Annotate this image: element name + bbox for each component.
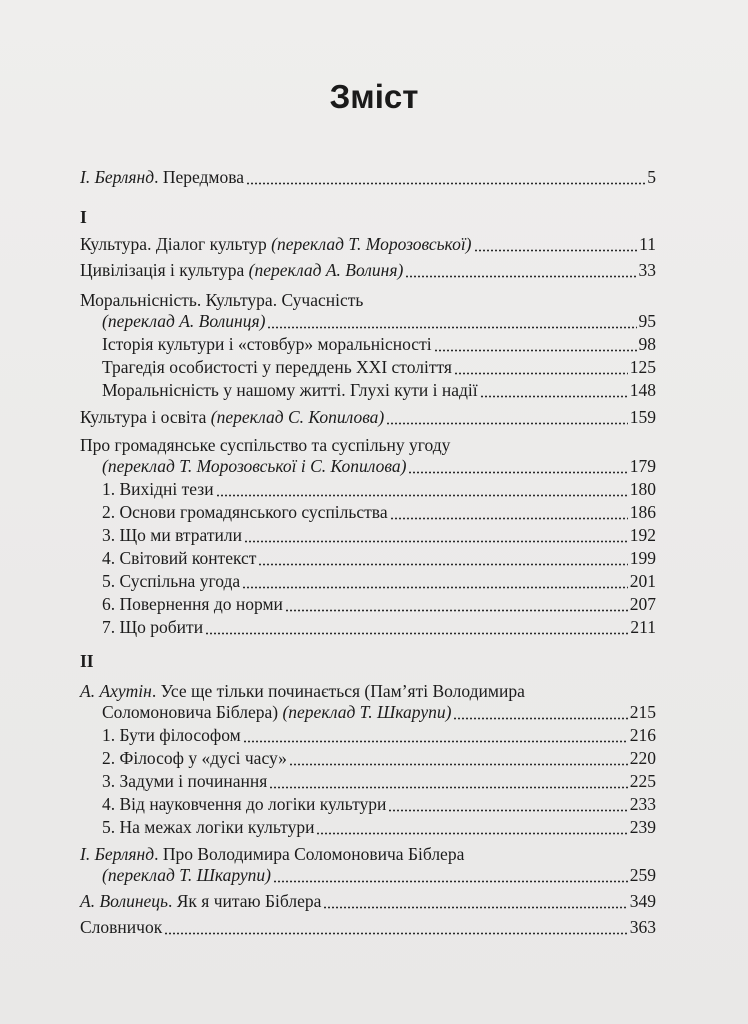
page-number: 220 [629,748,656,768]
leader-dots [405,259,636,281]
page-number: 98 [638,334,656,354]
entry-title: Історія культури і «стовбур» моральнісності [102,334,432,354]
entry-title: Цивілізація і культура [80,260,249,280]
entry-translator: (переклад Т. Морозовської) [271,234,472,254]
leader-dots [258,547,627,569]
entry-title: 1. Бути філософом [102,725,241,745]
leader-dots [205,616,628,638]
toc-subentry[interactable] [102,747,656,769]
leader-dots [216,478,628,500]
leader-dots [323,890,627,912]
toc-entry[interactable] [102,455,656,477]
toc-subentry[interactable] [102,356,656,378]
toc-entry-foreword[interactable] [80,166,656,188]
entry-title: 5. На межах логіки культури [102,817,315,837]
section-heading-two: II [80,651,94,671]
leader-dots [267,310,636,332]
entry-title: 5. Суспільна угода [102,571,241,591]
leader-dots [244,524,628,546]
entry-translator: (переклад Т. Морозовської і С. Копилова) [102,456,407,476]
entry-title: Трагедія особистості у переддень XXI століття [102,357,452,377]
toc-subentry[interactable] [102,724,656,746]
page-number: 201 [629,571,656,591]
entry-author: І. Берлянд [80,844,155,864]
page-number: 179 [629,456,656,476]
page-number: 233 [629,794,656,814]
toc-subentry[interactable] [102,816,656,838]
section-heading-one: I [80,207,87,227]
leader-dots [453,701,627,723]
leader-dots [388,793,627,815]
toc-subentry[interactable] [102,793,656,815]
leader-dots [454,356,628,378]
entry-title: Моральнісність у нашому житті. Глухі кути і надії [102,380,478,400]
entry-title: Культура. Діалог культур [80,234,272,254]
entry-title: 7. Що робити [102,617,204,637]
entry-title[interactable]: Моральнісність. Культура. Сучасність [80,290,364,310]
page-number: 180 [629,479,656,499]
toc-entry[interactable] [80,259,656,281]
entry-title: 3. Що ми втратили [102,525,242,545]
entry-title: 2. Філософ у «дусі часу» [102,748,287,768]
toc-subentry[interactable] [102,478,656,500]
entry-title[interactable]: Про громадянське суспільство та суспільну угоду [80,435,451,455]
entry-title: 4. Від науковчення до логіки культури [102,794,387,814]
page-number: 199 [629,548,656,568]
entry-title: Соломоновича Біблера) [102,702,283,722]
toc-subentry[interactable] [102,770,656,792]
leader-dots [246,166,645,188]
entry-author: А. Ахутін [80,681,152,701]
page-number: 239 [629,817,656,837]
leader-dots [316,816,627,838]
entry-translator: (переклад С. Копилова) [210,407,385,427]
toc-entry[interactable] [102,864,656,886]
page-number: 186 [629,502,656,522]
toc-subentry[interactable] [102,333,656,355]
entry-author: І. Берлянд [80,167,155,187]
page-number: 349 [629,891,656,911]
page-number: 363 [629,917,656,937]
leader-dots [269,770,627,792]
entry-title: . Передмова [154,167,245,187]
toc-subentry[interactable] [102,593,656,615]
entry-title: . Як я читаю Біблера [168,891,322,911]
toc-subentry[interactable] [102,501,656,523]
toc-subentry[interactable] [102,547,656,569]
entry-translator: (переклад А. Волиня) [248,260,404,280]
page-number: 11 [639,234,656,254]
page-number: 125 [629,357,656,377]
entry-title: . Усе ще тільки починається (Пам’яті Володимира [151,681,525,701]
leader-dots [242,570,628,592]
entry-author: А. Волинець [80,891,168,911]
page-number: 148 [629,380,656,400]
page-title: Зміст [329,78,419,115]
leader-dots [386,406,627,428]
leader-dots [273,864,628,886]
entry-title-line[interactable] [80,680,525,702]
leader-dots [474,233,638,255]
page-number: 215 [629,702,656,722]
leader-dots [390,501,628,523]
toc-subentry[interactable] [102,616,656,638]
page-number: 95 [638,311,656,331]
entry-translator: (переклад Т. Шкарупи) [102,865,271,885]
toc-entry[interactable] [102,310,656,332]
leader-dots [289,747,628,769]
entry-title: 4. Світовий контекст [102,548,257,568]
leader-dots [480,379,628,401]
page-number: 211 [630,617,656,637]
page-number: 207 [629,594,656,614]
toc-subentry[interactable] [102,379,656,401]
page-number: 159 [629,407,656,427]
entry-title: 6. Повернення до норми [102,594,283,614]
page-number: 216 [629,725,656,745]
entry-title: 2. Основи громадянського суспільства [102,502,388,522]
toc-entry[interactable] [80,890,656,912]
leader-dots [164,916,628,938]
entry-title: 3. Задуми і починання [102,771,268,791]
toc-entry[interactable] [80,233,656,255]
toc-subentry[interactable] [102,570,656,592]
toc-entry[interactable] [102,701,656,723]
entry-translator: (переклад Т. Шкарупи) [282,702,452,722]
leader-dots [408,455,627,477]
leader-dots [285,593,628,615]
entry-title: 1. Вихідні тези [102,479,214,499]
page-number: 259 [629,865,656,885]
toc-subentry[interactable] [102,524,656,546]
page-number: 192 [629,525,656,545]
entry-translator: (переклад А. Волинця) [102,311,266,331]
leader-dots [243,724,628,746]
entry-title: . Про Володимира Соломоновича Біблера [154,844,465,864]
entry-title-line[interactable] [80,843,464,865]
page-number: 33 [638,260,656,280]
toc-entry-glossary[interactable] [80,916,656,938]
leader-dots [434,333,637,355]
entry-title: Словничок [80,917,163,937]
page-number: 5 [647,167,656,187]
toc-entry[interactable] [80,406,656,428]
entry-title: Культура і освіта [80,407,211,427]
page-number: 225 [629,771,656,791]
